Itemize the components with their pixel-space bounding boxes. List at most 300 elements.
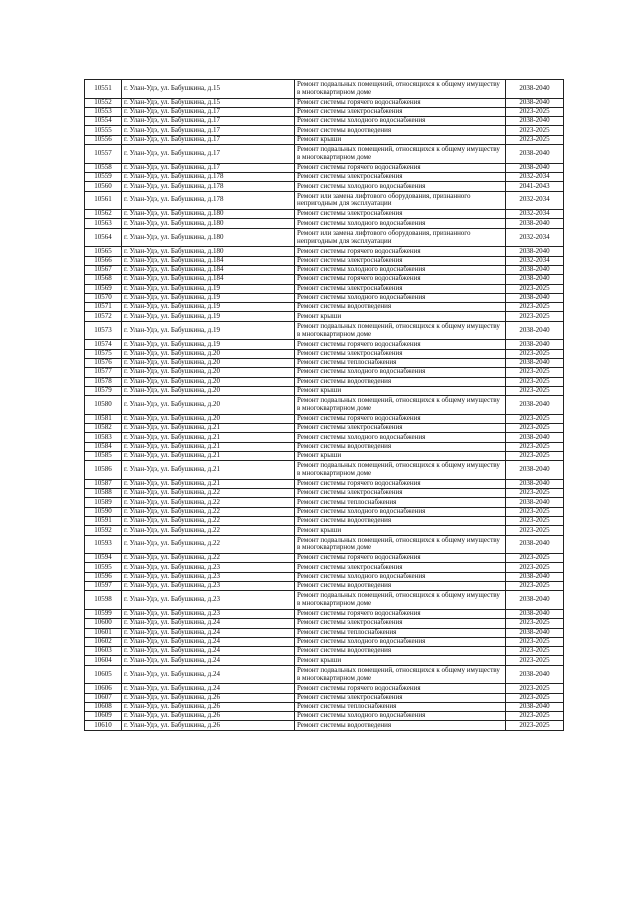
row-number: 10552 (85, 98, 122, 107)
row-work-type: Ремонт крыши (295, 386, 506, 395)
table-row (85, 721, 564, 730)
row-work-type: Ремонт системы теплоснабжения (295, 628, 506, 637)
row-work-type: Ремонт системы горячего водоснабжения (295, 609, 506, 618)
table-row (85, 554, 564, 563)
row-period: 2023-2025 (506, 126, 564, 135)
row-number: 10601 (85, 628, 122, 637)
row-work-type: Ремонт системы водоотведения (295, 126, 506, 135)
row-address: г. Улан-Удэ, ул. Бабушкина, д.24 (122, 637, 295, 646)
table-row (85, 619, 564, 628)
row-work-type: Ремонт системы холодного водоснабжения (295, 265, 506, 274)
row-period: 2038-2040 (506, 591, 564, 610)
row-address: г. Улан-Удэ, ул. Бабушкина, д.21 (122, 433, 295, 442)
row-address: г. Улан-Удэ, ул. Бабушкина, д.19 (122, 284, 295, 293)
table-row (85, 507, 564, 516)
row-address: г. Улан-Удэ, ул. Бабушкина, д.17 (122, 163, 295, 172)
row-work-type: Ремонт системы горячего водоснабжения (295, 414, 506, 423)
row-address: г. Улан-Удэ, ул. Бабушкина, д.15 (122, 98, 295, 107)
row-period: 2038-2040 (506, 275, 564, 284)
row-address: г. Улан-Удэ, ул. Бабушкина, д.22 (122, 535, 295, 554)
table-row (85, 535, 564, 554)
row-work-type: Ремонт крыши (295, 312, 506, 321)
table-row (85, 275, 564, 284)
row-work-type: Ремонт системы электроснабжения (295, 107, 506, 116)
table-row (85, 665, 564, 684)
row-period: 2038-2040 (506, 535, 564, 554)
table-row (85, 349, 564, 358)
row-number: 10569 (85, 284, 122, 293)
row-period: 2038-2040 (506, 433, 564, 442)
row-address: г. Улан-Удэ, ул. Бабушкина, д.20 (122, 358, 295, 367)
row-period: 2023-2025 (506, 721, 564, 730)
row-period: 2038-2040 (506, 628, 564, 637)
table-row (85, 479, 564, 488)
row-period: 2023-2025 (506, 516, 564, 525)
row-number: 10604 (85, 656, 122, 665)
row-number: 10566 (85, 256, 122, 265)
row-period: 2023-2025 (506, 526, 564, 535)
table-row (85, 442, 564, 451)
table-row (85, 107, 564, 116)
row-work-type: Ремонт подвальных помещений, относящихся к общему имуществу в многоквартирном доме (295, 591, 506, 610)
row-address: г. Улан-Удэ, ул. Бабушкина, д.21 (122, 479, 295, 488)
row-number: 10592 (85, 526, 122, 535)
row-work-type: Ремонт системы холодного водоснабжения (295, 117, 506, 126)
table-row (85, 489, 564, 498)
row-number: 10606 (85, 684, 122, 693)
row-number: 10575 (85, 349, 122, 358)
row-address: г. Улан-Удэ, ул. Бабушкина, д.19 (122, 293, 295, 302)
row-address: г. Улан-Удэ, ул. Бабушкина, д.20 (122, 396, 295, 415)
row-period: 2038-2040 (506, 702, 564, 711)
row-address: г. Улан-Удэ, ул. Бабушкина, д.178 (122, 191, 295, 210)
row-number: 10556 (85, 135, 122, 144)
row-address: г. Улан-Удэ, ул. Бабушкина, д.22 (122, 498, 295, 507)
row-number: 10580 (85, 396, 122, 415)
row-address: г. Улан-Удэ, ул. Бабушкина, д.24 (122, 647, 295, 656)
row-address: г. Улан-Удэ, ул. Бабушкина, д.23 (122, 572, 295, 581)
row-work-type: Ремонт крыши (295, 656, 506, 665)
row-number: 10554 (85, 117, 122, 126)
row-work-type: Ремонт системы водоотведения (295, 647, 506, 656)
table-row (85, 126, 564, 135)
table-row (85, 628, 564, 637)
row-address: г. Улан-Удэ, ул. Бабушкина, д.22 (122, 554, 295, 563)
row-address: г. Улан-Удэ, ул. Бабушкина, д.22 (122, 516, 295, 525)
table-row (85, 498, 564, 507)
row-number: 10600 (85, 619, 122, 628)
row-work-type: Ремонт системы водоотведения (295, 303, 506, 312)
row-work-type: Ремонт системы электроснабжения (295, 172, 506, 181)
table-row (85, 312, 564, 321)
row-work-type: Ремонт системы электроснабжения (295, 284, 506, 293)
table-row (85, 712, 564, 721)
row-work-type: Ремонт или замена лифтового оборудования, признанного непригодным для эксплуатации (295, 228, 506, 247)
row-work-type: Ремонт системы холодного водоснабжения (295, 637, 506, 646)
row-work-type: Ремонт подвальных помещений, относящихся к общему имуществу в многоквартирном доме (295, 321, 506, 340)
row-period: 2023-2025 (506, 312, 564, 321)
row-period: 2038-2040 (506, 321, 564, 340)
row-period: 2032-2034 (506, 256, 564, 265)
row-number: 10605 (85, 665, 122, 684)
row-period: 2032-2034 (506, 191, 564, 210)
row-address: г. Улан-Удэ, ул. Бабушкина, д.23 (122, 609, 295, 618)
row-address: г. Улан-Удэ, ул. Бабушкина, д.19 (122, 321, 295, 340)
row-address: г. Улан-Удэ, ул. Бабушкина, д.180 (122, 247, 295, 256)
table-row (85, 293, 564, 302)
row-period: 2023-2025 (506, 368, 564, 377)
row-number: 10555 (85, 126, 122, 135)
row-address: г. Улан-Удэ, ул. Бабушкина, д.19 (122, 340, 295, 349)
table-row (85, 210, 564, 219)
table-row (85, 572, 564, 581)
row-number: 10567 (85, 265, 122, 274)
table-row (85, 303, 564, 312)
row-number: 10608 (85, 702, 122, 711)
row-address: г. Улан-Удэ, ул. Бабушкина, д.23 (122, 563, 295, 572)
table-row (85, 516, 564, 525)
row-work-type: Ремонт системы холодного водоснабжения (295, 507, 506, 516)
table-row (85, 582, 564, 591)
row-work-type: Ремонт системы электроснабжения (295, 349, 506, 358)
row-work-type: Ремонт системы горячего водоснабжения (295, 554, 506, 563)
row-number: 10594 (85, 554, 122, 563)
row-address: г. Улан-Удэ, ул. Бабушкина, д.22 (122, 526, 295, 535)
table-row (85, 433, 564, 442)
row-address: г. Улан-Удэ, ул. Бабушкина, д.20 (122, 368, 295, 377)
table-row (85, 656, 564, 665)
row-period: 2038-2040 (506, 572, 564, 581)
row-period: 2023-2025 (506, 489, 564, 498)
table-row (85, 117, 564, 126)
row-number: 10588 (85, 489, 122, 498)
row-address: г. Улан-Удэ, ул. Бабушкина, д.17 (122, 107, 295, 116)
row-number: 10576 (85, 358, 122, 367)
row-period: 2023-2025 (506, 582, 564, 591)
row-address: г. Улан-Удэ, ул. Бабушкина, д.15 (122, 80, 295, 99)
row-address: г. Улан-Удэ, ул. Бабушкина, д.20 (122, 386, 295, 395)
row-number: 10603 (85, 647, 122, 656)
row-number: 10599 (85, 609, 122, 618)
row-address: г. Улан-Удэ, ул. Бабушкина, д.24 (122, 619, 295, 628)
row-number: 10574 (85, 340, 122, 349)
row-work-type: Ремонт крыши (295, 451, 506, 460)
table-row (85, 135, 564, 144)
table-row (85, 414, 564, 423)
table-row (85, 526, 564, 535)
row-period: 2023-2025 (506, 637, 564, 646)
table-row (85, 321, 564, 340)
table-row (85, 182, 564, 191)
row-address: г. Улан-Удэ, ул. Бабушкина, д.19 (122, 303, 295, 312)
row-address: г. Улан-Удэ, ул. Бабушкина, д.24 (122, 665, 295, 684)
row-period: 2038-2040 (506, 665, 564, 684)
table-row (85, 591, 564, 610)
row-address: г. Улан-Удэ, ул. Бабушкина, д.20 (122, 414, 295, 423)
row-address: г. Улан-Удэ, ул. Бабушкина, д.24 (122, 628, 295, 637)
row-work-type: Ремонт системы теплоснабжения (295, 358, 506, 367)
table-row (85, 191, 564, 210)
row-number: 10593 (85, 535, 122, 554)
table-row (85, 247, 564, 256)
table-row (85, 386, 564, 395)
row-work-type: Ремонт системы горячего водоснабжения (295, 340, 506, 349)
row-work-type: Ремонт системы горячего водоснабжения (295, 98, 506, 107)
table-row (85, 145, 564, 164)
table-row (85, 265, 564, 274)
row-address: г. Улан-Удэ, ул. Бабушкина, д.26 (122, 693, 295, 702)
row-period: 2023-2025 (506, 349, 564, 358)
table-row (85, 340, 564, 349)
row-work-type: Ремонт крыши (295, 526, 506, 535)
row-period: 2023-2025 (506, 377, 564, 386)
row-number: 10584 (85, 442, 122, 451)
row-period: 2038-2040 (506, 145, 564, 164)
row-address: г. Улан-Удэ, ул. Бабушкина, д.20 (122, 349, 295, 358)
row-period: 2032-2034 (506, 228, 564, 247)
table-row (85, 219, 564, 228)
row-address: г. Улан-Удэ, ул. Бабушкина, д.178 (122, 172, 295, 181)
table-row (85, 461, 564, 480)
row-period: 2023-2025 (506, 284, 564, 293)
table-row (85, 80, 564, 99)
table-row (85, 451, 564, 460)
row-work-type: Ремонт системы электроснабжения (295, 619, 506, 628)
row-address: г. Улан-Удэ, ул. Бабушкина, д.22 (122, 489, 295, 498)
row-number: 10562 (85, 210, 122, 219)
row-number: 10583 (85, 433, 122, 442)
row-address: г. Улан-Удэ, ул. Бабушкина, д.22 (122, 507, 295, 516)
row-number: 10610 (85, 721, 122, 730)
row-period: 2038-2040 (506, 609, 564, 618)
table-row (85, 358, 564, 367)
row-work-type: Ремонт системы горячего водоснабжения (295, 163, 506, 172)
row-period: 2023-2025 (506, 386, 564, 395)
row-work-type: Ремонт системы холодного водоснабжения (295, 712, 506, 721)
row-address: г. Улан-Удэ, ул. Бабушкина, д.180 (122, 219, 295, 228)
row-number: 10582 (85, 423, 122, 432)
row-period: 2023-2025 (506, 107, 564, 116)
row-number: 10561 (85, 191, 122, 210)
row-period: 2038-2040 (506, 498, 564, 507)
row-address: г. Улан-Удэ, ул. Бабушкина, д.21 (122, 451, 295, 460)
row-number: 10559 (85, 172, 122, 181)
row-work-type: Ремонт подвальных помещений, относящихся к общему имуществу в многоквартирном доме (295, 535, 506, 554)
row-period: 2038-2040 (506, 219, 564, 228)
row-work-type: Ремонт системы электроснабжения (295, 423, 506, 432)
row-work-type: Ремонт подвальных помещений, относящихся к общему имуществу в многоквартирном доме (295, 80, 506, 99)
works-table-body (85, 80, 564, 731)
table-row (85, 163, 564, 172)
row-address: г. Улан-Удэ, ул. Бабушкина, д.17 (122, 135, 295, 144)
table-row (85, 563, 564, 572)
row-period: 2023-2025 (506, 303, 564, 312)
row-address: г. Улан-Удэ, ул. Бабушкина, д.17 (122, 126, 295, 135)
row-number: 10551 (85, 80, 122, 99)
row-address: г. Улан-Удэ, ул. Бабушкина, д.180 (122, 210, 295, 219)
table-row (85, 702, 564, 711)
row-number: 10563 (85, 219, 122, 228)
row-period: 2023-2025 (506, 684, 564, 693)
row-period: 2038-2040 (506, 163, 564, 172)
row-address: г. Улан-Удэ, ул. Бабушкина, д.23 (122, 582, 295, 591)
row-number: 10577 (85, 368, 122, 377)
row-address: г. Улан-Удэ, ул. Бабушкина, д.20 (122, 377, 295, 386)
table-row (85, 693, 564, 702)
row-number: 10590 (85, 507, 122, 516)
row-number: 10581 (85, 414, 122, 423)
table-row (85, 423, 564, 432)
table-row (85, 396, 564, 415)
row-work-type: Ремонт системы водоотведения (295, 377, 506, 386)
table-row (85, 172, 564, 181)
row-work-type: Ремонт системы водоотведения (295, 582, 506, 591)
row-period: 2023-2025 (506, 135, 564, 144)
row-number: 10553 (85, 107, 122, 116)
row-address: г. Улан-Удэ, ул. Бабушкина, д.26 (122, 721, 295, 730)
row-work-type: Ремонт крыши (295, 135, 506, 144)
row-number: 10557 (85, 145, 122, 164)
table-row (85, 368, 564, 377)
table-row (85, 256, 564, 265)
row-address: г. Улан-Удэ, ул. Бабушкина, д.184 (122, 265, 295, 274)
row-period: 2023-2025 (506, 693, 564, 702)
row-period: 2023-2025 (506, 656, 564, 665)
row-number: 10587 (85, 479, 122, 488)
row-number: 10607 (85, 693, 122, 702)
row-period: 2023-2025 (506, 423, 564, 432)
row-period: 2041-2043 (506, 182, 564, 191)
row-number: 10585 (85, 451, 122, 460)
row-work-type: Ремонт системы горячего водоснабжения (295, 479, 506, 488)
table-row (85, 284, 564, 293)
row-work-type: Ремонт системы электроснабжения (295, 256, 506, 265)
row-number: 10573 (85, 321, 122, 340)
row-address: г. Улан-Удэ, ул. Бабушкина, д.23 (122, 591, 295, 610)
table-row (85, 647, 564, 656)
row-address: г. Улан-Удэ, ул. Бабушкина, д.21 (122, 461, 295, 480)
row-address: г. Улан-Удэ, ул. Бабушкина, д.24 (122, 684, 295, 693)
row-number: 10602 (85, 637, 122, 646)
row-work-type: Ремонт системы электроснабжения (295, 210, 506, 219)
row-period: 2023-2025 (506, 712, 564, 721)
row-period: 2038-2040 (506, 293, 564, 302)
row-period: 2038-2040 (506, 265, 564, 274)
row-work-type: Ремонт системы горячего водоснабжения (295, 275, 506, 284)
row-work-type: Ремонт системы холодного водоснабжения (295, 293, 506, 302)
row-work-type: Ремонт подвальных помещений, относящихся к общему имуществу в многоквартирном доме (295, 396, 506, 415)
row-address: г. Улан-Удэ, ул. Бабушкина, д.24 (122, 656, 295, 665)
row-number: 10558 (85, 163, 122, 172)
row-period: 2038-2040 (506, 340, 564, 349)
row-period: 2038-2040 (506, 461, 564, 480)
row-address: г. Улан-Удэ, ул. Бабушкина, д.21 (122, 423, 295, 432)
row-period: 2032-2034 (506, 172, 564, 181)
table-row (85, 98, 564, 107)
table-row (85, 609, 564, 618)
row-period: 2038-2040 (506, 247, 564, 256)
row-work-type: Ремонт системы водоотведения (295, 721, 506, 730)
row-number: 10578 (85, 377, 122, 386)
row-number: 10595 (85, 563, 122, 572)
row-work-type: Ремонт подвальных помещений, относящихся к общему имуществу в многоквартирном доме (295, 461, 506, 480)
row-work-type: Ремонт системы холодного водоснабжения (295, 433, 506, 442)
row-period: 2038-2040 (506, 98, 564, 107)
row-number: 10609 (85, 712, 122, 721)
row-period: 2038-2040 (506, 358, 564, 367)
row-address: г. Улан-Удэ, ул. Бабушкина, д.17 (122, 117, 295, 126)
row-work-type: Ремонт подвальных помещений, относящихся к общему имуществу в многоквартирном доме (295, 665, 506, 684)
row-period: 2023-2025 (506, 619, 564, 628)
row-number: 10560 (85, 182, 122, 191)
row-number: 10598 (85, 591, 122, 610)
row-period: 2038-2040 (506, 117, 564, 126)
row-address: г. Улан-Удэ, ул. Бабушкина, д.19 (122, 312, 295, 321)
row-period: 2023-2025 (506, 507, 564, 516)
row-address: г. Улан-Удэ, ул. Бабушкина, д.26 (122, 712, 295, 721)
row-period: 2023-2025 (506, 414, 564, 423)
row-work-type: Ремонт системы горячего водоснабжения (295, 684, 506, 693)
row-address: г. Улан-Удэ, ул. Бабушкина, д.180 (122, 228, 295, 247)
row-work-type: Ремонт системы теплоснабжения (295, 498, 506, 507)
row-work-type: Ремонт системы холодного водоснабжения (295, 219, 506, 228)
row-number: 10568 (85, 275, 122, 284)
row-period: 2032-2034 (506, 210, 564, 219)
table-row (85, 637, 564, 646)
row-number: 10570 (85, 293, 122, 302)
table-row (85, 377, 564, 386)
row-address: г. Улан-Удэ, ул. Бабушкина, д.21 (122, 442, 295, 451)
table-row (85, 228, 564, 247)
row-number: 10589 (85, 498, 122, 507)
row-work-type: Ремонт системы холодного водоснабжения (295, 572, 506, 581)
row-period: 2023-2025 (506, 451, 564, 460)
row-work-type: Ремонт системы водоотведения (295, 516, 506, 525)
row-work-type: Ремонт или замена лифтового оборудования, признанного непригодным для эксплуатации (295, 191, 506, 210)
table-row (85, 684, 564, 693)
row-number: 10586 (85, 461, 122, 480)
row-number: 10564 (85, 228, 122, 247)
row-number: 10572 (85, 312, 122, 321)
row-work-type: Ремонт системы водоотведения (295, 442, 506, 451)
row-period: 2038-2040 (506, 396, 564, 415)
row-number: 10597 (85, 582, 122, 591)
row-work-type: Ремонт системы электроснабжения (295, 563, 506, 572)
row-number: 10571 (85, 303, 122, 312)
row-address: г. Улан-Удэ, ул. Бабушкина, д.178 (122, 182, 295, 191)
row-address: г. Улан-Удэ, ул. Бабушкина, д.184 (122, 275, 295, 284)
row-period: 2038-2040 (506, 80, 564, 99)
row-address: г. Улан-Удэ, ул. Бабушкина, д.26 (122, 702, 295, 711)
row-period: 2038-2040 (506, 479, 564, 488)
row-work-type: Ремонт системы электроснабжения (295, 693, 506, 702)
row-work-type: Ремонт системы холодного водоснабжения (295, 182, 506, 191)
row-period: 2023-2025 (506, 554, 564, 563)
row-address: г. Улан-Удэ, ул. Бабушкина, д.17 (122, 145, 295, 164)
works-table (84, 79, 564, 731)
row-work-type: Ремонт подвальных помещений, относящихся к общему имуществу в многоквартирном доме (295, 145, 506, 164)
row-work-type: Ремонт системы электроснабжения (295, 489, 506, 498)
row-work-type: Ремонт системы холодного водоснабжения (295, 368, 506, 377)
row-address: г. Улан-Удэ, ул. Бабушкина, д.184 (122, 256, 295, 265)
row-period: 2023-2025 (506, 647, 564, 656)
row-number: 10579 (85, 386, 122, 395)
row-work-type: Ремонт системы теплоснабжения (295, 702, 506, 711)
row-number: 10565 (85, 247, 122, 256)
row-work-type: Ремонт системы горячего водоснабжения (295, 247, 506, 256)
row-period: 2023-2025 (506, 563, 564, 572)
row-period: 2023-2025 (506, 442, 564, 451)
